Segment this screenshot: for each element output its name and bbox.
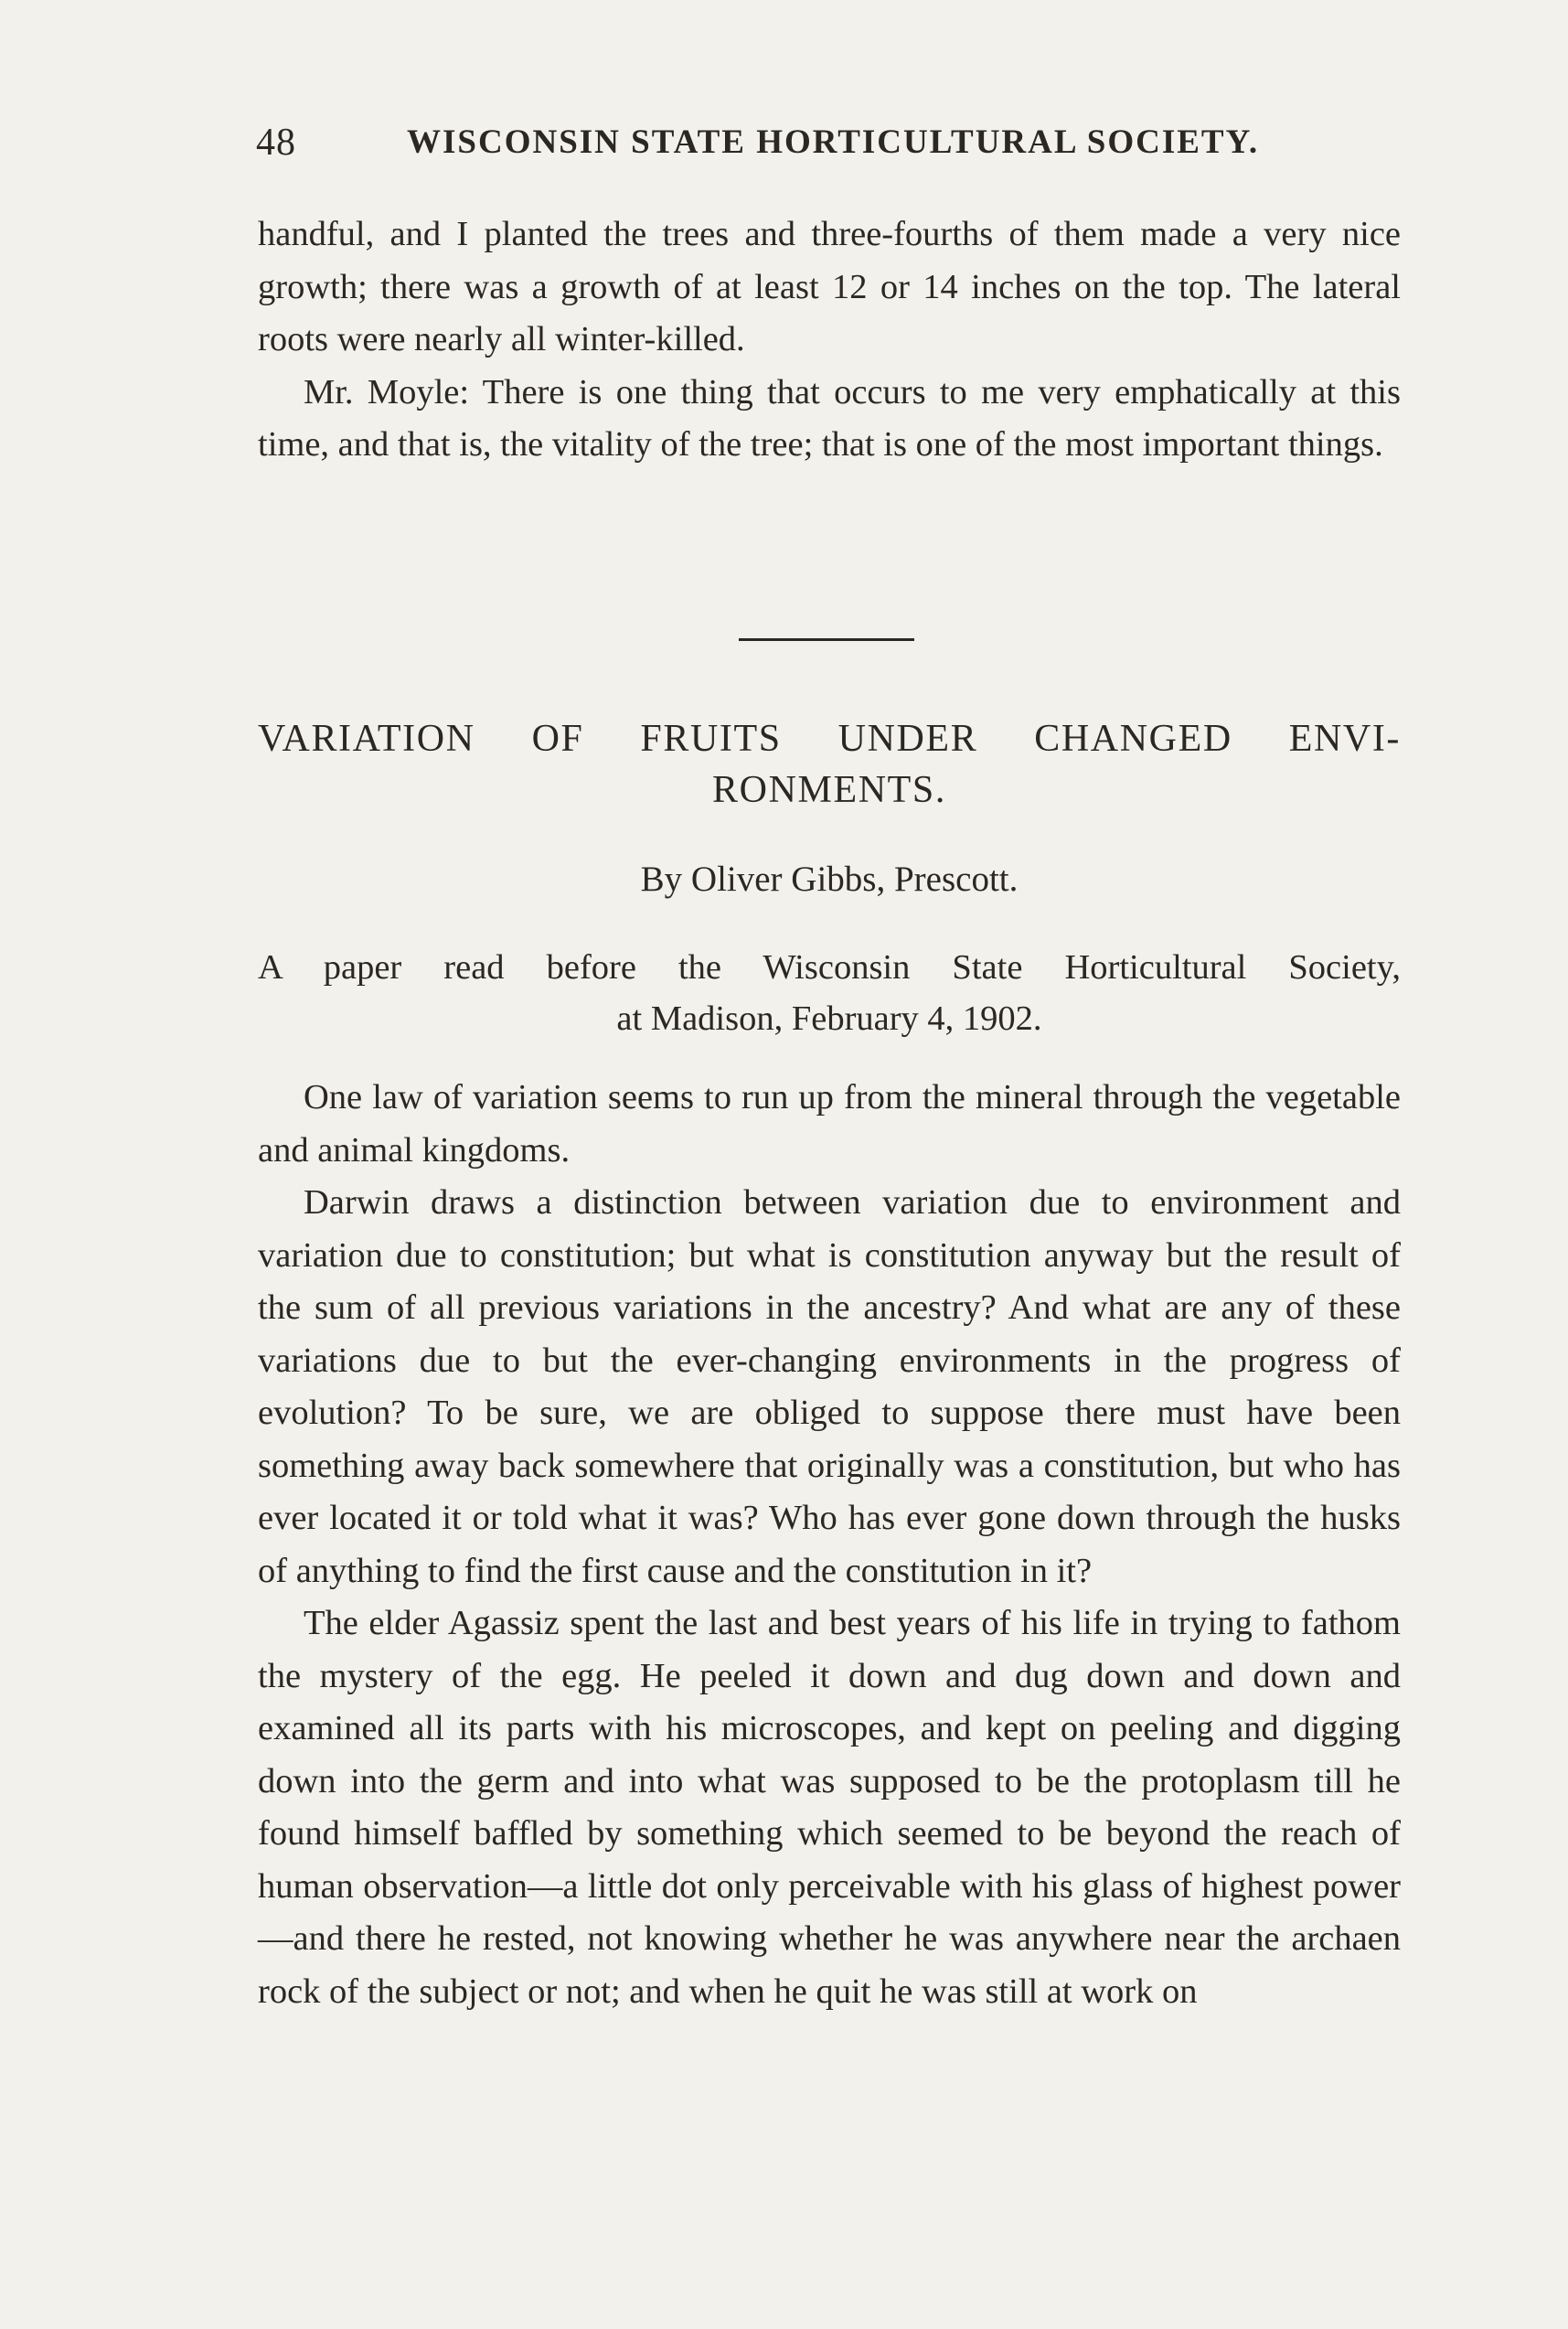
article-title-line-1: VARIATION OF FRUITS UNDER CHANGED ENVI-: [258, 718, 1401, 760]
article-note-line-2: at Madison, February 4, 1902.: [616, 999, 1042, 1038]
article-title: [258, 713, 1401, 816]
article-body: [258, 1072, 1401, 2018]
journal-title: WISCONSIN STATE HORTICULTURAL SOCIETY.: [407, 123, 1260, 161]
discussion-text: [258, 208, 1401, 472]
paragraph-moyle-remark: Mr. Moyle: There is one thing that occurs to me very emphatically at this time, and that is, the vitality of the tree; that is one of the most important things.: [258, 372, 1401, 464]
section-divider: [739, 638, 914, 641]
article-note-line-1: A paper read before the Wisconsin State Horticultural Society,: [258, 948, 1401, 987]
article-title-line-2: RONMENTS.: [712, 769, 946, 811]
page-number: 48: [256, 122, 296, 164]
body-paragraph-2: Darwin draws a distinction between variation due to environment and variation due to constitution; but what is constitution anyway but the result of the sum of all previous variations in the ancestry? And what are any of these variations due to but the ever-changing environments in the progress of evolution? To be sure, we are obliged to suppose there must have been something away back somewhere that originally was a constitution, but who has ever located it or told what it was? Who has ever gone down through the husks of anything to find the first cause and the constitution in it?: [258, 1183, 1401, 1590]
article-note: [258, 942, 1401, 1044]
running-head: [256, 121, 1399, 176]
body-paragraph-3: The elder Agassiz spent the last and best years of his life in trying to fathom the mystery of the egg. He peeled it down and dug down and down and examined all its parts with his microscopes, and kept on peeling and digging down into the germ and into what was supposed to be the protoplasm till he found himself baffled by something which seemed to be beyond the reach of human observation—a little dot only perceivable with his glass of highest power—and there he rested, not knowing whether he was anywhere near the archaen rock of the subject or not; and when he quit he was still at work on: [258, 1604, 1401, 2011]
article-byline: By Oliver Gibbs, Prescott.: [640, 860, 1019, 899]
body-paragraph-1: One law of variation seems to run up from the mineral through the vegetable and animal kingdoms.: [258, 1078, 1401, 1170]
paragraph-continuation: handful, and I planted the trees and three-fourths of them made a very nice growth; there was a growth of at least 12 or 14 inches on the top. The lateral roots were nearly all winter-killed.: [258, 215, 1401, 358]
